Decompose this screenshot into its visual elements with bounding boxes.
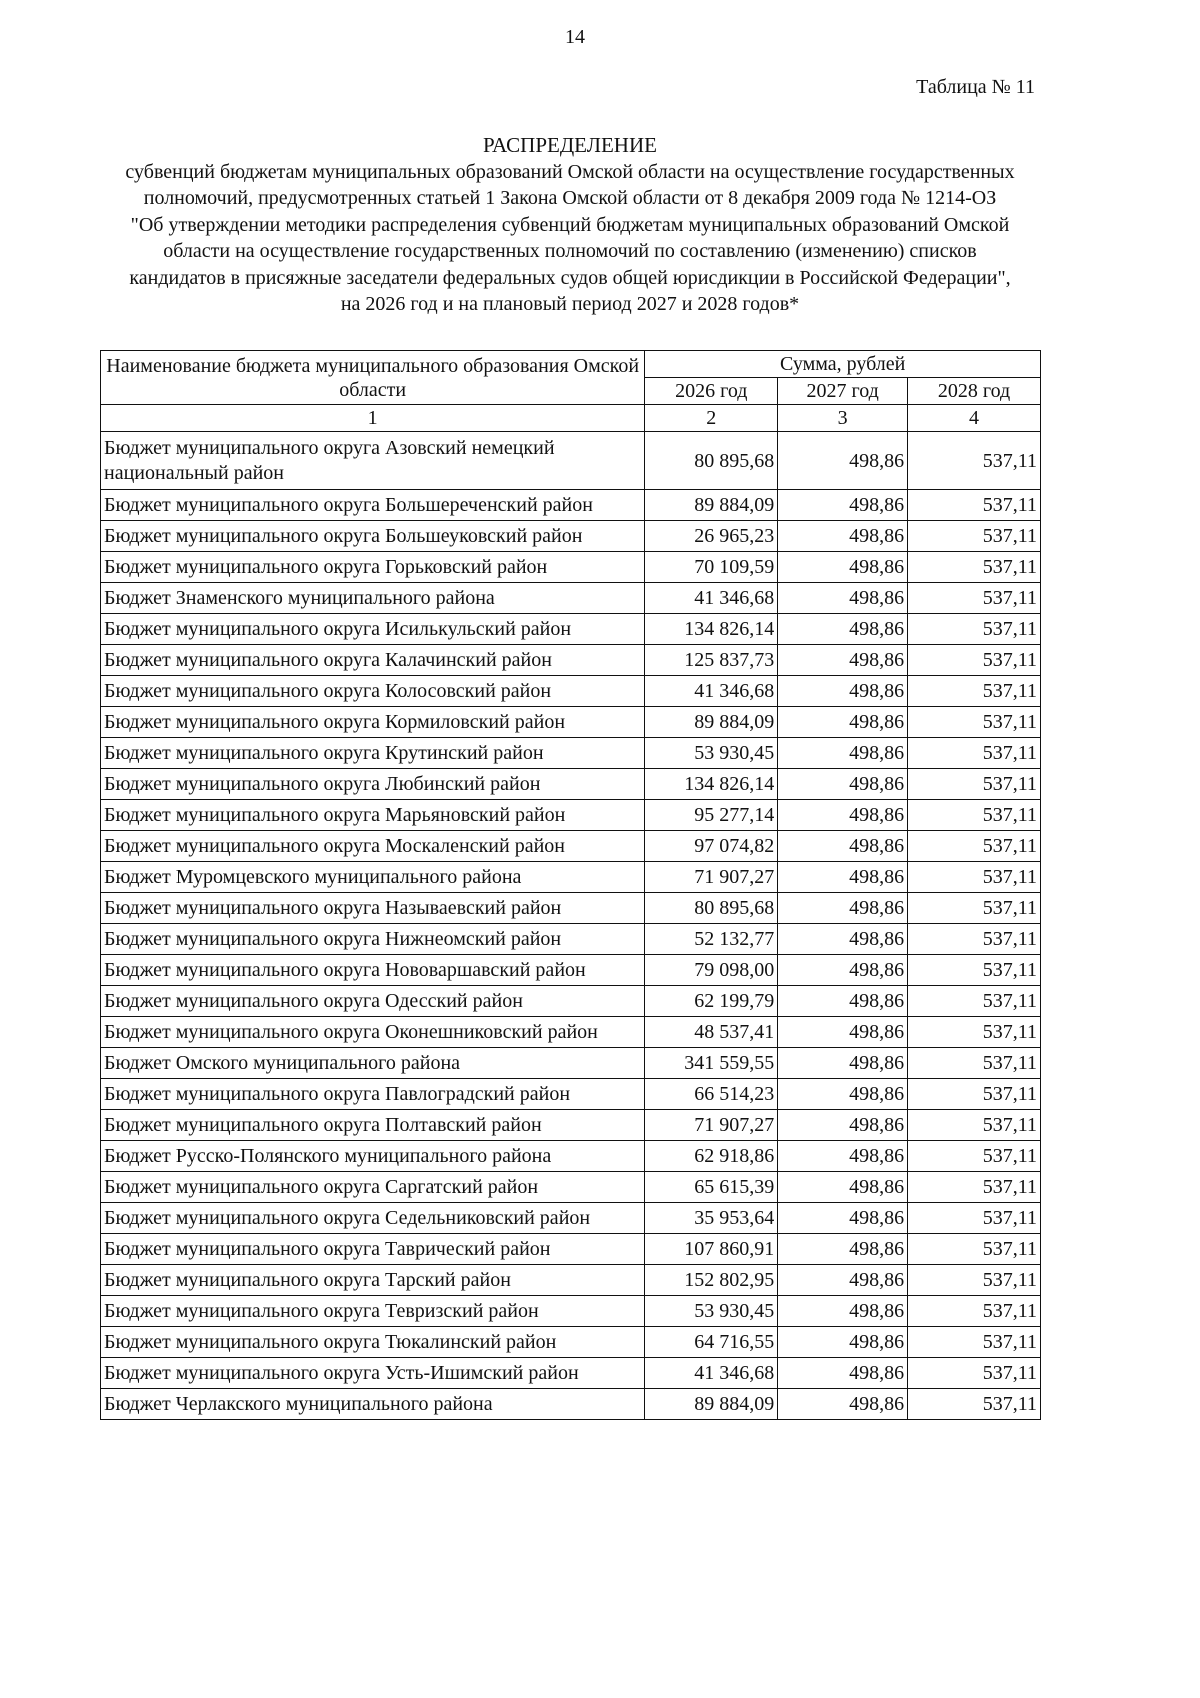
amount-2027: 498,86 — [778, 738, 908, 769]
amount-2027: 498,86 — [778, 1389, 908, 1420]
amount-2027: 498,86 — [778, 614, 908, 645]
amount-2026: 62 199,79 — [645, 986, 778, 1017]
amount-2028: 537,11 — [908, 1265, 1041, 1296]
amount-2026: 65 615,39 — [645, 1172, 778, 1203]
budget-name: Бюджет муниципального округа Тевризский район — [101, 1296, 645, 1327]
budget-name: Бюджет муниципального округа Павлоградский район — [101, 1079, 645, 1110]
table-row — [101, 862, 1041, 893]
budget-name: Бюджет муниципального округа Колосовский район — [101, 676, 645, 707]
amount-2028: 537,11 — [908, 862, 1041, 893]
amount-2028: 537,11 — [908, 521, 1041, 552]
column-numbers-row — [101, 405, 1041, 432]
amount-2026: 152 802,95 — [645, 1265, 778, 1296]
amount-2027: 498,86 — [778, 1296, 908, 1327]
budget-name: Бюджет муниципального округа Исилькульский район — [101, 614, 645, 645]
table-row — [101, 1327, 1041, 1358]
table-row — [101, 1079, 1041, 1110]
amount-2026: 79 098,00 — [645, 955, 778, 986]
amount-2026: 80 895,68 — [645, 432, 778, 490]
amount-2026: 64 716,55 — [645, 1327, 778, 1358]
table-row — [101, 1110, 1041, 1141]
amount-2027: 498,86 — [778, 490, 908, 521]
budget-name: Бюджет муниципального округа Любинский район — [101, 769, 645, 800]
amount-2028: 537,11 — [908, 769, 1041, 800]
table-row — [101, 831, 1041, 862]
amount-2027: 498,86 — [778, 862, 908, 893]
budget-name: Бюджет муниципального округа Тюкалинский район — [101, 1327, 645, 1358]
amount-2028: 537,11 — [908, 707, 1041, 738]
amount-2027: 498,86 — [778, 1265, 908, 1296]
budget-name: Бюджет муниципального округа Называевский район — [101, 893, 645, 924]
budget-name: Бюджет муниципального округа Горьковский район — [101, 552, 645, 583]
amount-2028: 537,11 — [908, 738, 1041, 769]
amount-2028: 537,11 — [908, 924, 1041, 955]
amount-2027: 498,86 — [778, 831, 908, 862]
budget-name: Бюджет муниципального округа Большереченский район — [101, 490, 645, 521]
amount-2026: 89 884,09 — [645, 1389, 778, 1420]
amount-2028: 537,11 — [908, 1079, 1041, 1110]
amount-2026: 80 895,68 — [645, 893, 778, 924]
amount-2026: 53 930,45 — [645, 738, 778, 769]
budget-name: Бюджет муниципального округа Нижнеомский район — [101, 924, 645, 955]
amount-2026: 341 559,55 — [645, 1048, 778, 1079]
amount-2028: 537,11 — [908, 1203, 1041, 1234]
amount-2027: 498,86 — [778, 1172, 908, 1203]
amount-2027: 498,86 — [778, 1110, 908, 1141]
budget-name: Бюджет Знаменского муниципального района — [101, 583, 645, 614]
amount-2028: 537,11 — [908, 1141, 1041, 1172]
table-row — [101, 1358, 1041, 1389]
amount-2026: 134 826,14 — [645, 769, 778, 800]
amount-2027: 498,86 — [778, 986, 908, 1017]
header-row — [101, 351, 1041, 378]
budget-name: Бюджет муниципального округа Москаленский район — [101, 831, 645, 862]
table-row — [101, 1389, 1041, 1420]
table-row — [101, 1296, 1041, 1327]
budget-name: Бюджет Муромцевского муниципального района — [101, 862, 645, 893]
amount-2028: 537,11 — [908, 1110, 1041, 1141]
amount-2028: 537,11 — [908, 955, 1041, 986]
amount-2027: 498,86 — [778, 1327, 908, 1358]
table-row — [101, 521, 1041, 552]
amount-2027: 498,86 — [778, 1358, 908, 1389]
header-budget-name: Наименование бюджета муниципального образования Омской области — [101, 351, 645, 405]
title-line: области на осуществление государственных полномочий по составлению (изменению) списков — [163, 240, 977, 262]
amount-2027: 498,86 — [778, 676, 908, 707]
amount-2027: 498,86 — [778, 769, 908, 800]
amount-2026: 134 826,14 — [645, 614, 778, 645]
amount-2027: 498,86 — [778, 521, 908, 552]
table-row — [101, 583, 1041, 614]
amount-2026: 62 918,86 — [645, 1141, 778, 1172]
amount-2027: 498,86 — [778, 1017, 908, 1048]
amount-2027: 498,86 — [778, 707, 908, 738]
amount-2028: 537,11 — [908, 1389, 1041, 1420]
table-row — [101, 552, 1041, 583]
amount-2026: 89 884,09 — [645, 490, 778, 521]
budget-name: Бюджет муниципального округа Калачинский район — [101, 645, 645, 676]
amount-2026: 89 884,09 — [645, 707, 778, 738]
table-row — [101, 614, 1041, 645]
amount-2026: 66 514,23 — [645, 1079, 778, 1110]
budget-name: Бюджет муниципального округа Нововаршавский район — [101, 955, 645, 986]
amount-2026: 35 953,64 — [645, 1203, 778, 1234]
amount-2028: 537,11 — [908, 1172, 1041, 1203]
column-number: 1 — [101, 405, 645, 432]
budget-name: Бюджет муниципального округа Азовский немецкий национальный район — [101, 432, 645, 490]
table-row — [101, 893, 1041, 924]
amount-2027: 498,86 — [778, 955, 908, 986]
budget-name: Бюджет муниципального округа Крутинский район — [101, 738, 645, 769]
amount-2027: 498,86 — [778, 924, 908, 955]
budget-name: Бюджет муниципального округа Тарский район — [101, 1265, 645, 1296]
amount-2028: 537,11 — [908, 893, 1041, 924]
amount-2026: 95 277,14 — [645, 800, 778, 831]
table-row — [101, 738, 1041, 769]
title-line: на 2026 год и на плановый период 2027 и 2028 годов* — [340, 293, 800, 315]
distribution-table — [100, 350, 1041, 1420]
amount-2026: 52 132,77 — [645, 924, 778, 955]
title-heading: РАСПРЕДЕЛЕНИЕ — [483, 133, 657, 157]
budget-name: Бюджет муниципального округа Таврический район — [101, 1234, 645, 1265]
amount-2026: 71 907,27 — [645, 1110, 778, 1141]
amount-2027: 498,86 — [778, 1141, 908, 1172]
amount-2027: 498,86 — [778, 800, 908, 831]
document-title — [100, 132, 1040, 318]
amount-2028: 537,11 — [908, 1296, 1041, 1327]
table-row — [101, 1172, 1041, 1203]
amount-2026: 41 346,68 — [645, 676, 778, 707]
table-row — [101, 676, 1041, 707]
budget-name: Бюджет Омского муниципального района — [101, 1048, 645, 1079]
table-row — [101, 645, 1041, 676]
column-number: 2 — [645, 405, 778, 432]
title-line: "Об утверждении методики распределения субвенций бюджетам муниципальных образований Омской — [130, 213, 1010, 236]
budget-name: Бюджет муниципального округа Саргатский район — [101, 1172, 645, 1203]
amount-2026: 97 074,82 — [645, 831, 778, 862]
amount-2027: 498,86 — [778, 1079, 908, 1110]
header-sum: Сумма, рублей — [645, 351, 1041, 378]
amount-2027: 498,86 — [778, 583, 908, 614]
amount-2027: 498,86 — [778, 1234, 908, 1265]
table-row — [101, 800, 1041, 831]
amount-2026: 70 109,59 — [645, 552, 778, 583]
amount-2027: 498,86 — [778, 893, 908, 924]
table-row — [101, 490, 1041, 521]
title-line: полномочий, предусмотренных статьей 1 Закона Омской области от 8 декабря 2009 года № 1214-ОЗ — [143, 187, 997, 209]
amount-2026: 26 965,23 — [645, 521, 778, 552]
header-year-2026: 2026 год — [645, 378, 778, 405]
amount-2028: 537,11 — [908, 831, 1041, 862]
column-number: 3 — [778, 405, 908, 432]
table-row — [101, 1234, 1041, 1265]
amount-2026: 125 837,73 — [645, 645, 778, 676]
amount-2028: 537,11 — [908, 1358, 1041, 1389]
amount-2028: 537,11 — [908, 1327, 1041, 1358]
budget-name: Бюджет муниципального округа Седельниковский район — [101, 1203, 645, 1234]
amount-2028: 537,11 — [908, 614, 1041, 645]
amount-2027: 498,86 — [778, 1048, 908, 1079]
table-row — [101, 924, 1041, 955]
amount-2027: 498,86 — [778, 552, 908, 583]
amount-2026: 71 907,27 — [645, 862, 778, 893]
amount-2027: 498,86 — [778, 432, 908, 490]
page-number: 14 — [565, 26, 585, 48]
amount-2027: 498,86 — [778, 645, 908, 676]
amount-2028: 537,11 — [908, 1017, 1041, 1048]
amount-2028: 537,11 — [908, 583, 1041, 614]
budget-name: Бюджет Русско-Полянского муниципального района — [101, 1141, 645, 1172]
table-row — [101, 1141, 1041, 1172]
budget-name: Бюджет муниципального округа Полтавский район — [101, 1110, 645, 1141]
table-row — [101, 1265, 1041, 1296]
table-row — [101, 1048, 1041, 1079]
table-row — [101, 769, 1041, 800]
amount-2026: 53 930,45 — [645, 1296, 778, 1327]
budget-name: Бюджет муниципального округа Кормиловский район — [101, 707, 645, 738]
title-line: субвенций бюджетам муниципальных образований Омской области на осуществление государственных — [125, 160, 1015, 183]
amount-2026: 48 537,41 — [645, 1017, 778, 1048]
amount-2028: 537,11 — [908, 986, 1041, 1017]
amount-2028: 537,11 — [908, 490, 1041, 521]
table-row — [101, 986, 1041, 1017]
budget-name: Бюджет муниципального округа Марьяновский район — [101, 800, 645, 831]
title-line: кандидатов в присяжные заседатели федеральных судов общей юрисдикции в Российской Федерации", — [129, 266, 1011, 289]
amount-2027: 498,86 — [778, 1203, 908, 1234]
budget-name: Бюджет муниципального округа Усть-Ишимский район — [101, 1358, 645, 1389]
amount-2026: 41 346,68 — [645, 583, 778, 614]
table-row — [101, 707, 1041, 738]
amount-2028: 537,11 — [908, 552, 1041, 583]
amount-2028: 537,11 — [908, 676, 1041, 707]
table-row — [101, 1017, 1041, 1048]
budget-name: Бюджет муниципального округа Оконешниковский район — [101, 1017, 645, 1048]
amount-2028: 537,11 — [908, 645, 1041, 676]
amount-2028: 537,11 — [908, 432, 1041, 490]
budget-name: Бюджет муниципального округа Одесский район — [101, 986, 645, 1017]
amount-2028: 537,11 — [908, 1234, 1041, 1265]
table-row — [101, 955, 1041, 986]
table-label: Таблица № 11 — [916, 76, 1035, 98]
amount-2028: 537,11 — [908, 800, 1041, 831]
budget-name: Бюджет Черлакского муниципального района — [101, 1389, 645, 1420]
table-row — [101, 432, 1041, 490]
header-year-2027: 2027 год — [778, 378, 908, 405]
budget-name: Бюджет муниципального округа Большеуковский район — [101, 521, 645, 552]
table-row — [101, 1203, 1041, 1234]
amount-2028: 537,11 — [908, 1048, 1041, 1079]
amount-2026: 107 860,91 — [645, 1234, 778, 1265]
column-number: 4 — [908, 405, 1041, 432]
header-year-2028: 2028 год — [908, 378, 1041, 405]
amount-2026: 41 346,68 — [645, 1358, 778, 1389]
